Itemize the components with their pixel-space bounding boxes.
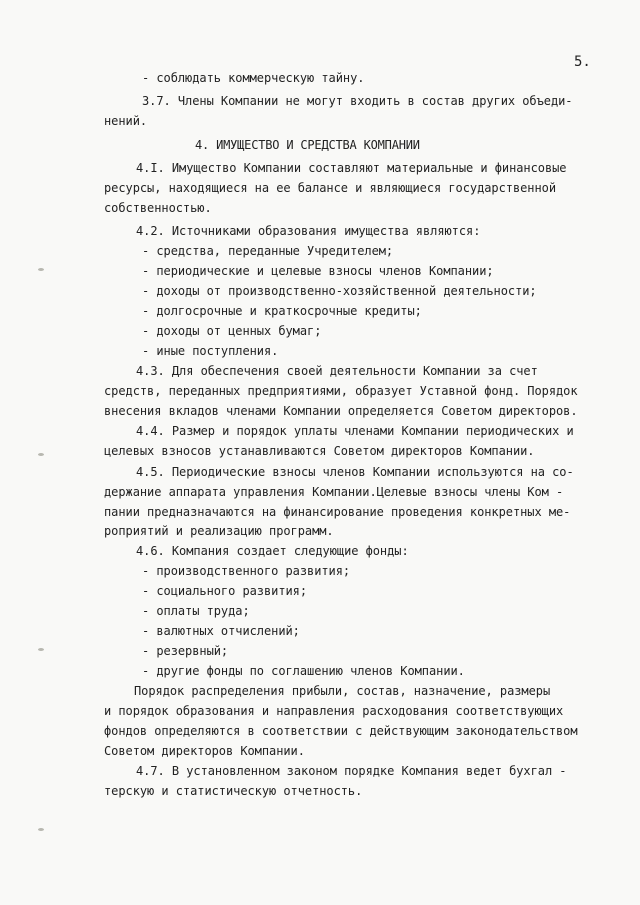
text-line: - периодические и целевые взносы членов Компании; — [142, 264, 494, 278]
text-line: роприятий и реализацию программ. — [104, 524, 334, 538]
text-line: фондов определяются в соответствии с действующим законодательством — [104, 724, 578, 738]
text-line: ресурсы, находящиеся на ее балансе и являющиеся государственной — [104, 181, 557, 195]
text-line: - оплаты труда; — [142, 604, 250, 618]
text-line: - производственного развития; — [142, 564, 351, 578]
text-line: 4.2. Источниками образования имущества являются: — [136, 224, 481, 238]
text-line: - доходы от производственно-хозяйственной деятельности; — [142, 284, 537, 298]
text-line: 4.5. Периодические взносы членов Компании используются на со- — [136, 465, 574, 479]
text-line: - резервный; — [142, 644, 229, 658]
text-line: 4.4. Размер и порядок уплаты членами Компании периодических и — [136, 424, 574, 438]
text-line: Порядок распределения прибыли, состав, назначение, размеры — [134, 684, 551, 698]
text-line: средств, переданных предприятиями, образует Уставной фонд. Порядок — [104, 384, 578, 398]
text-line: собственностью. — [104, 201, 212, 215]
text-line: 4.3. Для обеспечения своей деятельности Компании за счет — [136, 364, 538, 378]
text-line: - социального развития; — [142, 584, 308, 598]
punch-hole-mark — [38, 268, 44, 271]
text-line: - соблюдать коммерческую тайну. — [142, 71, 365, 85]
text-line: целевых взносов устанавливаются Советом директоров Компании. — [104, 444, 535, 458]
punch-hole-mark — [38, 648, 44, 651]
text-line: терскую и статистическую отчетность. — [104, 784, 363, 798]
text-line: 4.I. Имущество Компании составляют материальные и финансовые — [136, 161, 567, 175]
punch-hole-mark — [38, 828, 44, 831]
text-line: - иные поступления. — [142, 344, 279, 358]
text-line: внесения вкладов членами Компании определяется Советом директоров. — [104, 404, 578, 418]
text-line: - средства, переданные Учредителем; — [142, 244, 394, 258]
text-line: 4.7. В установленном законом порядке Компания ведет бухгал - — [136, 764, 567, 778]
punch-hole-mark — [38, 453, 44, 456]
text-line: - валютных отчислений; — [142, 624, 300, 638]
page-number: 5. — [574, 54, 591, 70]
text-line: - другие фонды по соглашению членов Компании. — [142, 664, 465, 678]
section-heading: 4. ИМУЩЕСТВО И СРЕДСТВА КОМПАНИИ — [195, 138, 420, 152]
text-line: и порядок образования и направления расходования соответствующих — [104, 704, 564, 718]
text-line: 3.7. Члены Компании не могут входить в состав других объеди- — [142, 94, 573, 108]
text-line: держание аппарата управления Компании.Целевые взносы члены Ком - — [104, 485, 564, 499]
text-line: пании предназначаются на финансирование проведения конкретных ме- — [104, 505, 571, 519]
text-line: - доходы от ценных бумаг; — [142, 324, 322, 338]
text-line: - долгосрочные и краткосрочные кредиты; — [142, 304, 422, 318]
text-line: 4.6. Компания создает следующие фонды: — [136, 544, 409, 558]
text-line: Советом директоров Компании. — [104, 744, 305, 758]
text-line: нений. — [104, 114, 148, 128]
